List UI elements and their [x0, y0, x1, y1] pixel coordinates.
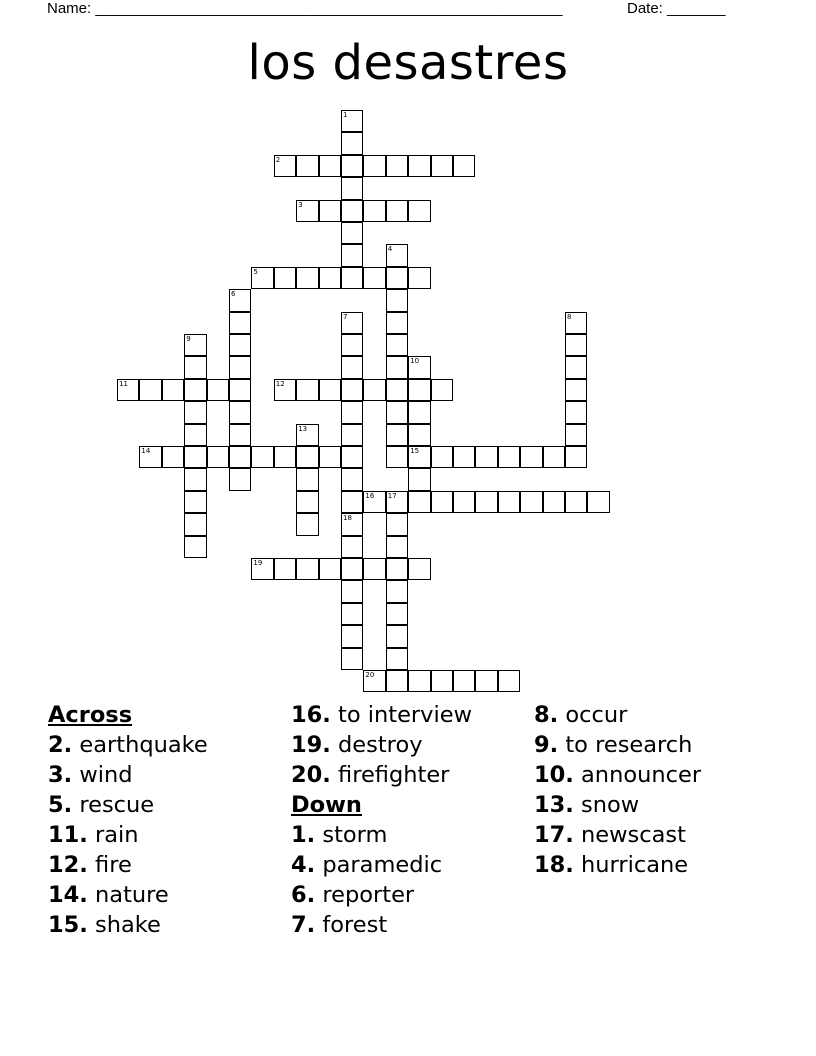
clue-text: occur: [565, 702, 628, 728]
crossword-cell[interactable]: [319, 267, 341, 289]
crossword-cell[interactable]: [229, 401, 251, 423]
crossword-cell[interactable]: [184, 468, 206, 490]
crossword-cell[interactable]: [274, 446, 296, 468]
crossword-cell[interactable]: [565, 379, 587, 401]
crossword-cell[interactable]: [386, 670, 408, 692]
clue-start-number: 2: [275, 155, 281, 164]
clue-down: [534, 790, 701, 820]
crossword-cell[interactable]: [386, 356, 408, 378]
crossword-cell[interactable]: [386, 312, 408, 334]
crossword-cell[interactable]: [341, 580, 363, 602]
crossword-cell[interactable]: [184, 401, 206, 423]
crossword-cell[interactable]: [475, 446, 497, 468]
clue-start-number: 10: [410, 357, 420, 366]
clue-text: reporter: [322, 882, 415, 908]
page-title: los desastres: [247, 35, 569, 91]
crossword-cell[interactable]: [341, 177, 363, 199]
clue-start-number: 9: [186, 335, 191, 343]
crossword-cell[interactable]: [296, 379, 318, 401]
crossword-cell[interactable]: [341, 513, 363, 535]
clue-start-number: 16: [365, 491, 375, 500]
crossword-cell[interactable]: [341, 379, 363, 401]
crossword-cell[interactable]: [363, 379, 385, 401]
crossword-cell[interactable]: [229, 289, 251, 311]
crossword-cell[interactable]: [207, 446, 229, 468]
crossword-cell[interactable]: [274, 379, 296, 401]
crossword-cell[interactable]: [341, 200, 363, 222]
crossword-cell[interactable]: [408, 424, 430, 446]
crossword-cell[interactable]: [341, 132, 363, 154]
clue-start-number: 11: [119, 379, 128, 388]
clue-across: [48, 820, 208, 850]
crossword-cell[interactable]: [296, 200, 318, 222]
crossword-cell[interactable]: [251, 446, 273, 468]
crossword-cell[interactable]: [565, 401, 587, 423]
crossword-cell[interactable]: [341, 558, 363, 580]
crossword-cell[interactable]: [296, 558, 318, 580]
clue-text: fire: [95, 852, 132, 878]
crossword-cell[interactable]: [341, 625, 363, 647]
crossword-cell[interactable]: [408, 446, 430, 468]
clue-start-number: 4: [387, 245, 393, 254]
down-heading: Down: [291, 792, 362, 818]
crossword-cell[interactable]: [229, 334, 251, 356]
clue-text: firefighter: [338, 762, 450, 788]
crossword-cell[interactable]: [341, 110, 363, 132]
clue-column-1: [48, 700, 208, 940]
crossword-cell[interactable]: [274, 558, 296, 580]
crossword-cell[interactable]: [184, 536, 206, 558]
clue-number: 2.: [48, 732, 73, 758]
crossword-cell[interactable]: [475, 670, 497, 692]
clue-number: 9.: [534, 732, 559, 758]
crossword-cell[interactable]: [408, 468, 430, 490]
clue-across: [291, 730, 472, 760]
name-field-label[interactable]: Name: ________________________________________________________: [47, 0, 563, 17]
crossword-cell[interactable]: [229, 312, 251, 334]
crossword-cell[interactable]: [296, 513, 318, 535]
crossword-cell[interactable]: [319, 200, 341, 222]
crossword-cell[interactable]: [184, 513, 206, 535]
crossword-cell[interactable]: [184, 356, 206, 378]
crossword-cell[interactable]: [386, 580, 408, 602]
crossword-cell[interactable]: [565, 446, 587, 468]
clue-across: [48, 760, 208, 790]
clue-down: [291, 850, 472, 880]
crossword-cell[interactable]: [453, 155, 475, 177]
crossword-cell[interactable]: [386, 513, 408, 535]
clue-start-number: 13: [298, 424, 308, 433]
crossword-cell[interactable]: [386, 446, 408, 468]
clue-text: nature: [95, 882, 169, 908]
clue-across: [291, 760, 472, 790]
clue-down: [534, 700, 701, 730]
clue-start-number: 15: [410, 447, 420, 455]
crossword-cell[interactable]: [431, 155, 453, 177]
crossword-cell[interactable]: [139, 379, 161, 401]
clue-text: announcer: [581, 762, 702, 788]
crossword-cell[interactable]: [408, 155, 430, 177]
clue-start-number: 19: [253, 559, 263, 567]
clue-text: paramedic: [322, 852, 443, 878]
crossword-cell[interactable]: [296, 424, 318, 446]
crossword-cell[interactable]: [453, 670, 475, 692]
clue-number: 14.: [48, 882, 88, 908]
clue-number: 11.: [48, 822, 88, 848]
clue-column-2: [291, 700, 472, 940]
clue-text: snow: [581, 792, 640, 818]
crossword-cell[interactable]: [296, 468, 318, 490]
clue-number: 1.: [291, 822, 316, 848]
crossword-cell[interactable]: [408, 200, 430, 222]
clue-number: 4.: [291, 852, 316, 878]
clue-number: 6.: [291, 882, 316, 908]
clue-number: 13.: [534, 792, 574, 818]
crossword-cell[interactable]: [184, 379, 206, 401]
crossword-cell[interactable]: [520, 446, 542, 468]
crossword-cell[interactable]: [431, 491, 453, 513]
clue-start-number: 6: [231, 290, 236, 299]
crossword-cell[interactable]: [386, 603, 408, 625]
clue-down: [534, 760, 701, 790]
crossword-cell[interactable]: [341, 536, 363, 558]
clue-down: [534, 850, 701, 880]
crossword-cell[interactable]: [386, 401, 408, 423]
crossword-cell[interactable]: [363, 200, 385, 222]
clue-number: 8.: [534, 702, 559, 728]
clue-number: 12.: [48, 852, 88, 878]
clue-start-number: 12: [275, 379, 285, 388]
crossword-cell[interactable]: [565, 312, 587, 334]
crossword-cell[interactable]: [363, 558, 385, 580]
crossword-cell[interactable]: [296, 446, 318, 468]
crossword-cell[interactable]: [162, 446, 184, 468]
clue-start-number: 7: [343, 312, 348, 321]
crossword-cell[interactable]: [431, 379, 453, 401]
crossword-cell[interactable]: [565, 334, 587, 356]
clue-down: [291, 820, 472, 850]
crossword-cell[interactable]: [341, 468, 363, 490]
crossword-cell[interactable]: [341, 222, 363, 244]
clue-number: 15.: [48, 912, 88, 938]
clue-across: [48, 730, 208, 760]
clue-number: 16.: [291, 702, 331, 728]
clue-start-number: 17: [387, 491, 397, 500]
crossword-cell[interactable]: [341, 267, 363, 289]
crossword-cell[interactable]: [319, 558, 341, 580]
crossword-cell[interactable]: [229, 468, 251, 490]
crossword-cell[interactable]: [565, 424, 587, 446]
crossword-cell[interactable]: [587, 491, 609, 513]
crossword-cell[interactable]: [341, 334, 363, 356]
crossword-cell[interactable]: [408, 401, 430, 423]
clue-down: [534, 730, 701, 760]
crossword-cell[interactable]: [498, 670, 520, 692]
crossword-cell[interactable]: [274, 155, 296, 177]
clue-start-number: 18: [343, 514, 352, 523]
clue-down: [291, 880, 472, 910]
crossword-cell[interactable]: [296, 155, 318, 177]
clue-start-number: 3: [298, 200, 303, 209]
crossword-cell[interactable]: [363, 155, 385, 177]
crossword-cell[interactable]: [341, 401, 363, 423]
crossword-cell[interactable]: [117, 379, 139, 401]
crossword-cell[interactable]: [408, 379, 430, 401]
clue-list: [0, 700, 816, 960]
clue-across: [48, 880, 208, 910]
across-heading: Across: [48, 702, 133, 728]
crossword-cell[interactable]: [408, 491, 430, 513]
crossword-cell[interactable]: [453, 491, 475, 513]
crossword-cell[interactable]: [386, 267, 408, 289]
clue-start-number: 14: [141, 447, 151, 455]
crossword-cell[interactable]: [184, 491, 206, 513]
clue-number: 19.: [291, 732, 331, 758]
clue-start-number: 1: [343, 111, 348, 119]
crossword-cell[interactable]: [408, 267, 430, 289]
crossword-cell[interactable]: [296, 267, 318, 289]
clue-down: [534, 820, 701, 850]
crossword-cell[interactable]: [341, 446, 363, 468]
clue-text: forest: [322, 912, 388, 938]
clue-number: 5.: [48, 792, 73, 818]
crossword-cell[interactable]: [251, 267, 273, 289]
clue-number: 10.: [534, 762, 574, 788]
crossword-cell[interactable]: [341, 312, 363, 334]
crossword-cell[interactable]: [386, 379, 408, 401]
crossword-cell[interactable]: [386, 289, 408, 311]
crossword-cell[interactable]: [341, 155, 363, 177]
clue-number: 17.: [534, 822, 574, 848]
clue-start-number: 5: [253, 267, 258, 276]
crossword-cell[interactable]: [341, 424, 363, 446]
crossword-cell[interactable]: [386, 491, 408, 513]
date-field-label[interactable]: Date: _______: [627, 0, 726, 17]
crossword-cell[interactable]: [341, 603, 363, 625]
crossword-cell[interactable]: [363, 670, 385, 692]
crossword-cell[interactable]: [207, 379, 229, 401]
crossword-cell[interactable]: [229, 379, 251, 401]
crossword-cell[interactable]: [386, 536, 408, 558]
clue-number: 20.: [291, 762, 331, 788]
clue-across: [48, 790, 208, 820]
crossword-cell[interactable]: [386, 648, 408, 670]
clue-text: destroy: [338, 732, 423, 758]
crossword-cell[interactable]: [386, 200, 408, 222]
clue-start-number: 8: [567, 312, 572, 321]
crossword-cell[interactable]: [565, 491, 587, 513]
crossword-cell[interactable]: [386, 244, 408, 266]
crossword-cell[interactable]: [363, 267, 385, 289]
clue-across: [48, 850, 208, 880]
crossword-cell[interactable]: [229, 356, 251, 378]
crossword-cell[interactable]: [341, 648, 363, 670]
clue-text: wind: [79, 762, 133, 788]
clue-text: earthquake: [79, 732, 208, 758]
clue-text: hurricane: [581, 852, 689, 878]
crossword-cell[interactable]: [341, 356, 363, 378]
crossword-cell[interactable]: [341, 491, 363, 513]
clue-down: [291, 910, 472, 940]
crossword-cell[interactable]: [319, 379, 341, 401]
crossword-cell[interactable]: [363, 491, 385, 513]
crossword-cell[interactable]: [453, 446, 475, 468]
crossword-cell[interactable]: [386, 334, 408, 356]
crossword-cell[interactable]: [431, 670, 453, 692]
crossword-cell[interactable]: [184, 334, 206, 356]
crossword-cell[interactable]: [386, 558, 408, 580]
crossword-cell[interactable]: [408, 356, 430, 378]
clue-text: newscast: [581, 822, 686, 848]
crossword-cell[interactable]: [498, 446, 520, 468]
clue-text: to research: [565, 732, 693, 758]
crossword-cell[interactable]: [431, 446, 453, 468]
crossword-cell[interactable]: [296, 491, 318, 513]
crossword-cell[interactable]: [408, 670, 430, 692]
crossword-cell[interactable]: [251, 558, 273, 580]
crossword-cell[interactable]: [386, 424, 408, 446]
crossword-cell[interactable]: [543, 446, 565, 468]
crossword-cell[interactable]: [386, 625, 408, 647]
crossword-cell[interactable]: [408, 558, 430, 580]
crossword-cell[interactable]: [162, 379, 184, 401]
clue-number: 18.: [534, 852, 574, 878]
crossword-cell[interactable]: [274, 267, 296, 289]
crossword-cell[interactable]: [184, 446, 206, 468]
crossword-cell[interactable]: [543, 491, 565, 513]
crossword-cell[interactable]: [498, 491, 520, 513]
crossword-cell[interactable]: [229, 446, 251, 468]
clue-text: rain: [95, 822, 139, 848]
clue-text: storm: [322, 822, 388, 848]
clue-text: rescue: [79, 792, 155, 818]
clue-text: to interview: [338, 702, 472, 728]
crossword-cell[interactable]: [184, 424, 206, 446]
clue-column-3: [534, 700, 701, 880]
clue-across: [291, 700, 472, 730]
clue-number: 3.: [48, 762, 73, 788]
clue-start-number: 20: [365, 671, 375, 679]
clue-across: [48, 910, 208, 940]
clue-text: shake: [95, 912, 161, 938]
crossword-cell[interactable]: [139, 446, 161, 468]
crossword-cell[interactable]: [565, 356, 587, 378]
clue-number: 7.: [291, 912, 316, 938]
crossword-cell[interactable]: [319, 446, 341, 468]
crossword-cell[interactable]: [475, 491, 497, 513]
crossword-cell[interactable]: [520, 491, 542, 513]
crossword-cell[interactable]: [229, 424, 251, 446]
crossword-cell[interactable]: [319, 155, 341, 177]
crossword-cell[interactable]: [341, 244, 363, 266]
crossword-cell[interactable]: [386, 155, 408, 177]
